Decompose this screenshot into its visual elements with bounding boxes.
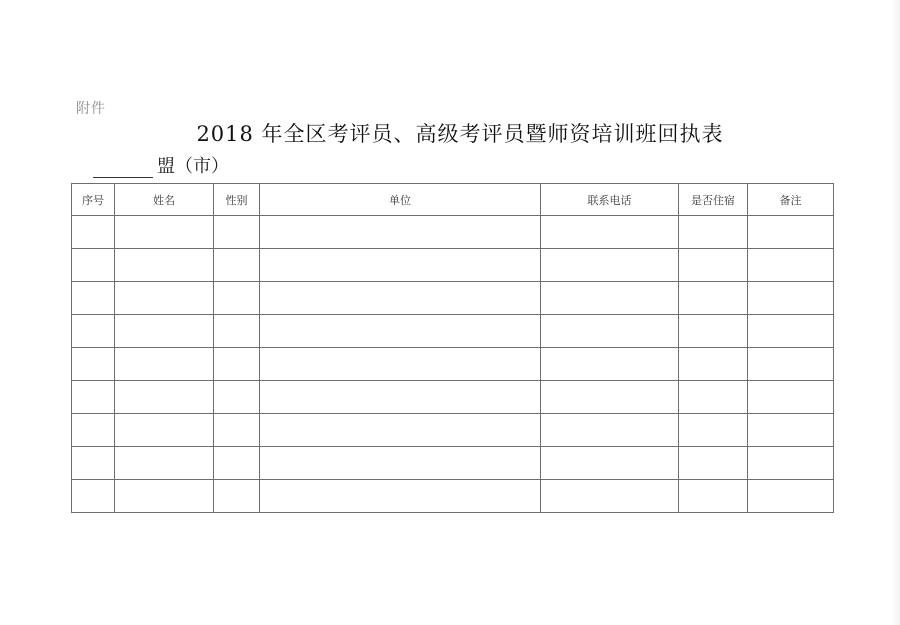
table-cell[interactable] xyxy=(260,348,541,381)
reply-form-table xyxy=(71,183,834,513)
table-cell[interactable] xyxy=(115,447,214,480)
column-header-remarks: 备注 xyxy=(748,184,834,216)
table-row xyxy=(72,315,834,348)
league-city-blank[interactable] xyxy=(93,159,153,178)
table-row xyxy=(72,282,834,315)
table-cell[interactable] xyxy=(748,315,834,348)
column-header-index: 序号 xyxy=(72,184,115,216)
table-cell[interactable] xyxy=(214,315,260,348)
table-cell[interactable] xyxy=(260,480,541,513)
table-cell[interactable] xyxy=(214,414,260,447)
table-cell[interactable] xyxy=(72,348,115,381)
table-cell[interactable] xyxy=(679,381,748,414)
table-cell[interactable] xyxy=(72,414,115,447)
table-cell[interactable] xyxy=(260,282,541,315)
table-cell[interactable] xyxy=(72,282,115,315)
table-cell[interactable] xyxy=(115,282,214,315)
table-row xyxy=(72,381,834,414)
table-cell[interactable] xyxy=(748,282,834,315)
table-cell[interactable] xyxy=(214,381,260,414)
document-title: 2018 年全区考评员、高级考评员暨师资培训班回执表 xyxy=(196,122,724,146)
table-row xyxy=(72,447,834,480)
table-cell[interactable] xyxy=(72,216,115,249)
table-cell[interactable] xyxy=(72,447,115,480)
table-cell[interactable] xyxy=(679,480,748,513)
table-cell[interactable] xyxy=(72,480,115,513)
table-cell[interactable] xyxy=(748,249,834,282)
table-cell[interactable] xyxy=(72,249,115,282)
table-cell[interactable] xyxy=(214,447,260,480)
column-header-organization: 单位 xyxy=(260,184,541,216)
column-header-lodging: 是否住宿 xyxy=(679,184,748,216)
table-cell[interactable] xyxy=(260,249,541,282)
scan-edge-shadow xyxy=(892,0,900,625)
table-row xyxy=(72,216,834,249)
table-cell[interactable] xyxy=(748,381,834,414)
table-cell[interactable] xyxy=(679,447,748,480)
column-header-gender: 性别 xyxy=(214,184,260,216)
table-cell[interactable] xyxy=(115,480,214,513)
table-cell[interactable] xyxy=(748,480,834,513)
table-cell[interactable] xyxy=(679,348,748,381)
table-cell[interactable] xyxy=(679,282,748,315)
table-cell[interactable] xyxy=(541,348,679,381)
table-cell[interactable] xyxy=(679,414,748,447)
table-cell[interactable] xyxy=(748,414,834,447)
table-row xyxy=(72,480,834,513)
table-cell[interactable] xyxy=(748,216,834,249)
table-cell[interactable] xyxy=(541,315,679,348)
table-cell[interactable] xyxy=(115,414,214,447)
table-row xyxy=(72,348,834,381)
table-cell[interactable] xyxy=(115,381,214,414)
table-cell[interactable] xyxy=(748,447,834,480)
table-cell[interactable] xyxy=(748,348,834,381)
table-body xyxy=(72,216,834,513)
table-cell[interactable] xyxy=(679,315,748,348)
table-cell[interactable] xyxy=(260,381,541,414)
column-header-phone: 联系电话 xyxy=(541,184,679,216)
table-cell[interactable] xyxy=(679,216,748,249)
table-cell[interactable] xyxy=(679,249,748,282)
table-row xyxy=(72,249,834,282)
table-cell[interactable] xyxy=(115,249,214,282)
table-cell[interactable] xyxy=(260,216,541,249)
table-cell[interactable] xyxy=(72,381,115,414)
table-cell[interactable] xyxy=(541,216,679,249)
attachment-label: 附件 xyxy=(76,101,106,117)
table-cell[interactable] xyxy=(115,348,214,381)
table-cell[interactable] xyxy=(214,282,260,315)
table-header-row xyxy=(72,184,834,216)
table-cell[interactable] xyxy=(214,249,260,282)
table-cell[interactable] xyxy=(541,249,679,282)
table-row xyxy=(72,414,834,447)
league-city-line xyxy=(93,152,229,178)
table-cell[interactable] xyxy=(260,447,541,480)
table-cell[interactable] xyxy=(214,348,260,381)
table-cell[interactable] xyxy=(541,381,679,414)
table-cell[interactable] xyxy=(541,480,679,513)
table-cell[interactable] xyxy=(72,315,115,348)
table-cell[interactable] xyxy=(214,480,260,513)
table-cell[interactable] xyxy=(214,216,260,249)
table-cell[interactable] xyxy=(115,315,214,348)
league-city-label: 盟（市） xyxy=(157,156,229,177)
table-cell[interactable] xyxy=(260,315,541,348)
table-cell[interactable] xyxy=(260,414,541,447)
table-cell[interactable] xyxy=(541,282,679,315)
table-cell[interactable] xyxy=(541,414,679,447)
table-cell[interactable] xyxy=(115,216,214,249)
table-cell[interactable] xyxy=(541,447,679,480)
column-header-name: 姓名 xyxy=(115,184,214,216)
